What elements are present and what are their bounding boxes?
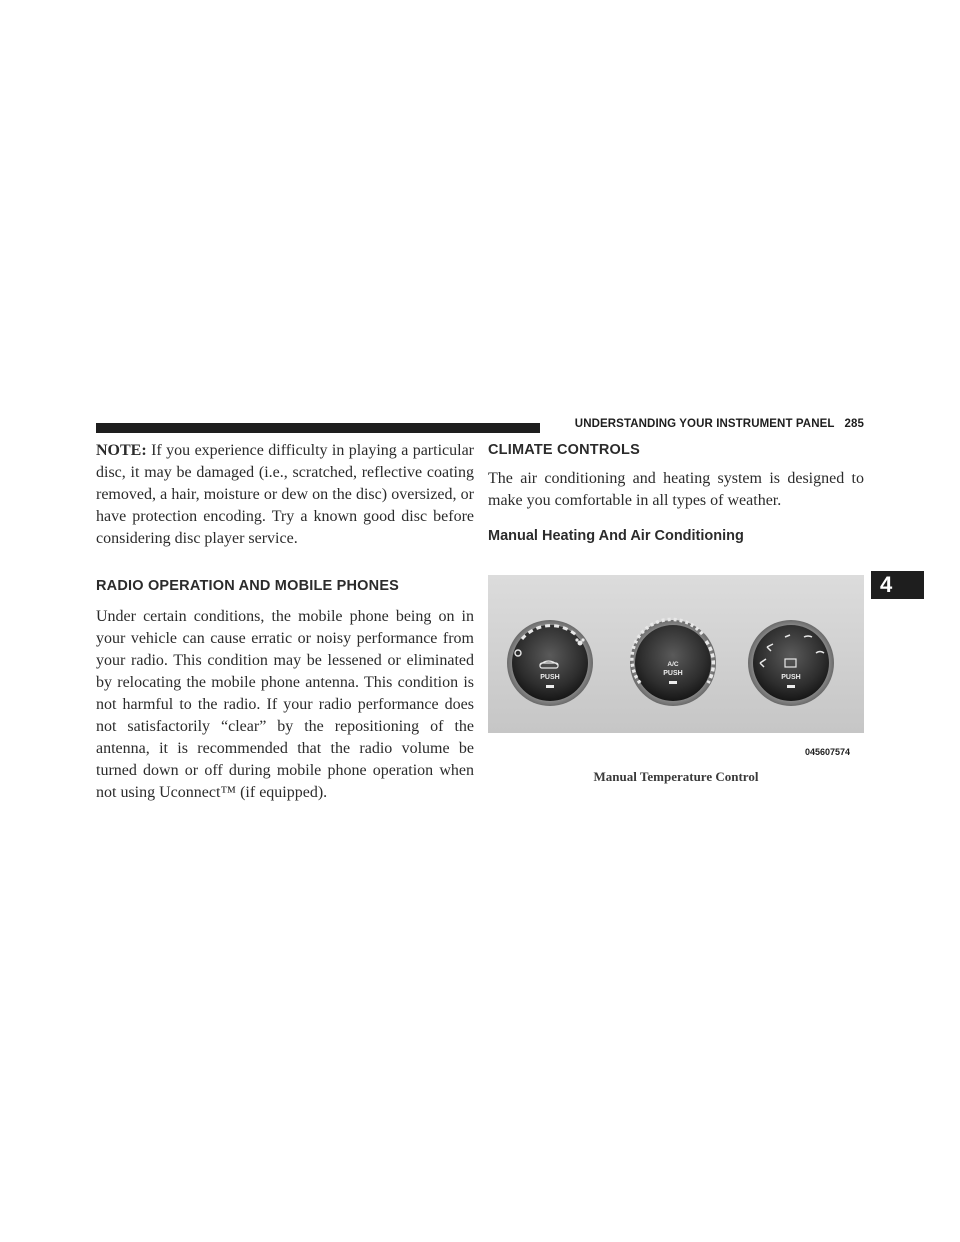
- note-text: If you experience difficulty in playing a particular disc, it may be damaged (i.e., scratched, reflective coating removed, a hair, moisture or dew on the disc) oversized, or have protection encoding. Try a known good disc before considering disc player service.: [96, 442, 475, 547]
- climate-paragraph: The air conditioning and heating system is designed to make you comfortable in all types of weather.: [488, 470, 864, 509]
- radio-paragraph: Under certain conditions, the mobile phone being on in your vehicle can cause erratic or noisy performance from your radio. This condition may be lessened or eliminated by relocating the mobile phone antenna. This condition is not harmful to the radio. If your radio performance does not satisfactorily “clear” by the repositioning of the antenna, it is recommended that the radio volume be turned down or off during mobile phone operation when not using Uconnect™ (if equipped).: [96, 608, 474, 801]
- ac-label: A/C: [667, 661, 679, 668]
- chapter-tab: 4: [871, 571, 924, 599]
- push-label-2: PUSH: [663, 670, 683, 677]
- climate-heading: CLIMATE CONTROLS: [488, 442, 640, 458]
- push-label-1: PUSH: [540, 674, 560, 681]
- note-label: NOTE:: [96, 442, 147, 459]
- header-rule: [96, 423, 540, 433]
- note-paragraph: [96, 440, 474, 550]
- mode-knob: [748, 620, 834, 706]
- radio-heading: RADIO OPERATION AND MOBILE PHONES: [96, 578, 400, 594]
- section-title: UNDERSTANDING YOUR INSTRUMENT PANEL: [574, 418, 835, 430]
- blower-knob: [507, 620, 593, 706]
- figure-code: 045607574: [805, 747, 851, 757]
- manual-heading: Manual Heating And Air Conditioning: [488, 528, 744, 544]
- page-number: 285: [844, 418, 864, 430]
- temperature-knob: [630, 619, 716, 706]
- running-header: [551, 418, 864, 430]
- left-column: [96, 440, 474, 804]
- figure-caption: Manual Temperature Control: [593, 769, 759, 784]
- climate-control-figure: [488, 575, 864, 733]
- push-label-3: PUSH: [781, 674, 801, 681]
- climate-panel-illustration: [488, 575, 864, 733]
- right-column: [488, 440, 864, 544]
